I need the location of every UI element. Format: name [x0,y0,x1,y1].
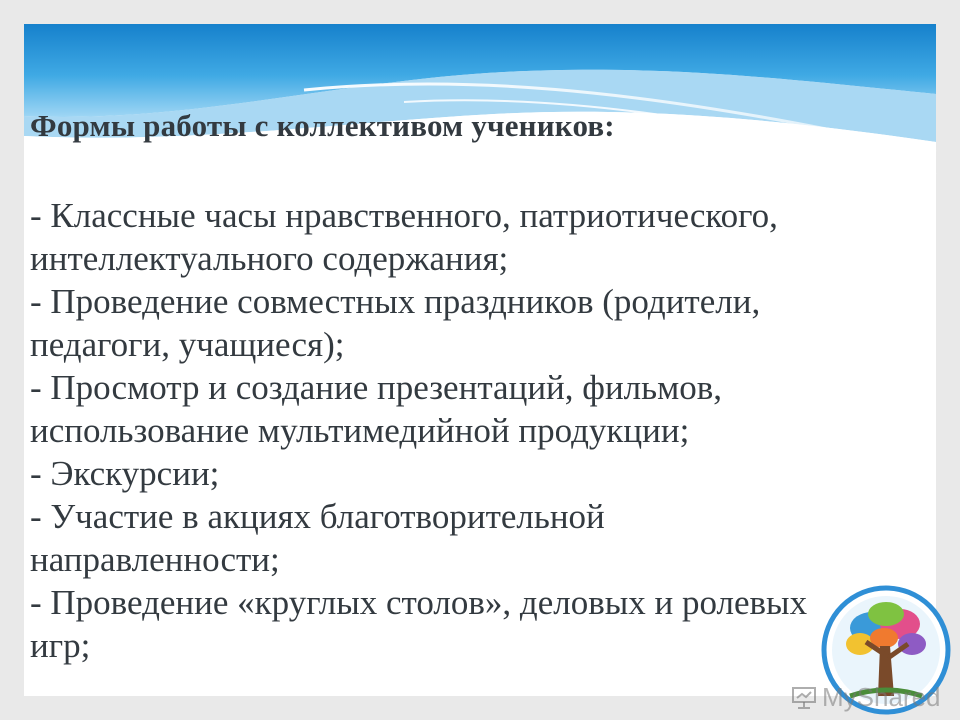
bullet-item: - Проведение «круглых столов», деловых и ролевых игр; [30,583,808,665]
bullet-item: - Проведение совместных праздников (родители, педагоги, учащиеся); [30,282,761,364]
presentation-board-icon [790,686,818,710]
bullet-item: - Экскурсии; [30,454,220,493]
watermark [790,682,941,713]
watermark-text: MyShared [822,682,941,712]
bullet-item: - Классные часы нравственного, патриотического, интеллектуального содержания; [30,196,778,278]
slide [24,24,941,712]
slide-title: Формы работы с коллективом учеников: [30,108,615,143]
bullet-item: - Участие в акциях благотворительной направленности; [30,497,605,579]
bullet-item: - Просмотр и создание презентаций, фильмов, использование мультимедийной продукции; [30,368,723,450]
bullet-list [30,194,830,667]
